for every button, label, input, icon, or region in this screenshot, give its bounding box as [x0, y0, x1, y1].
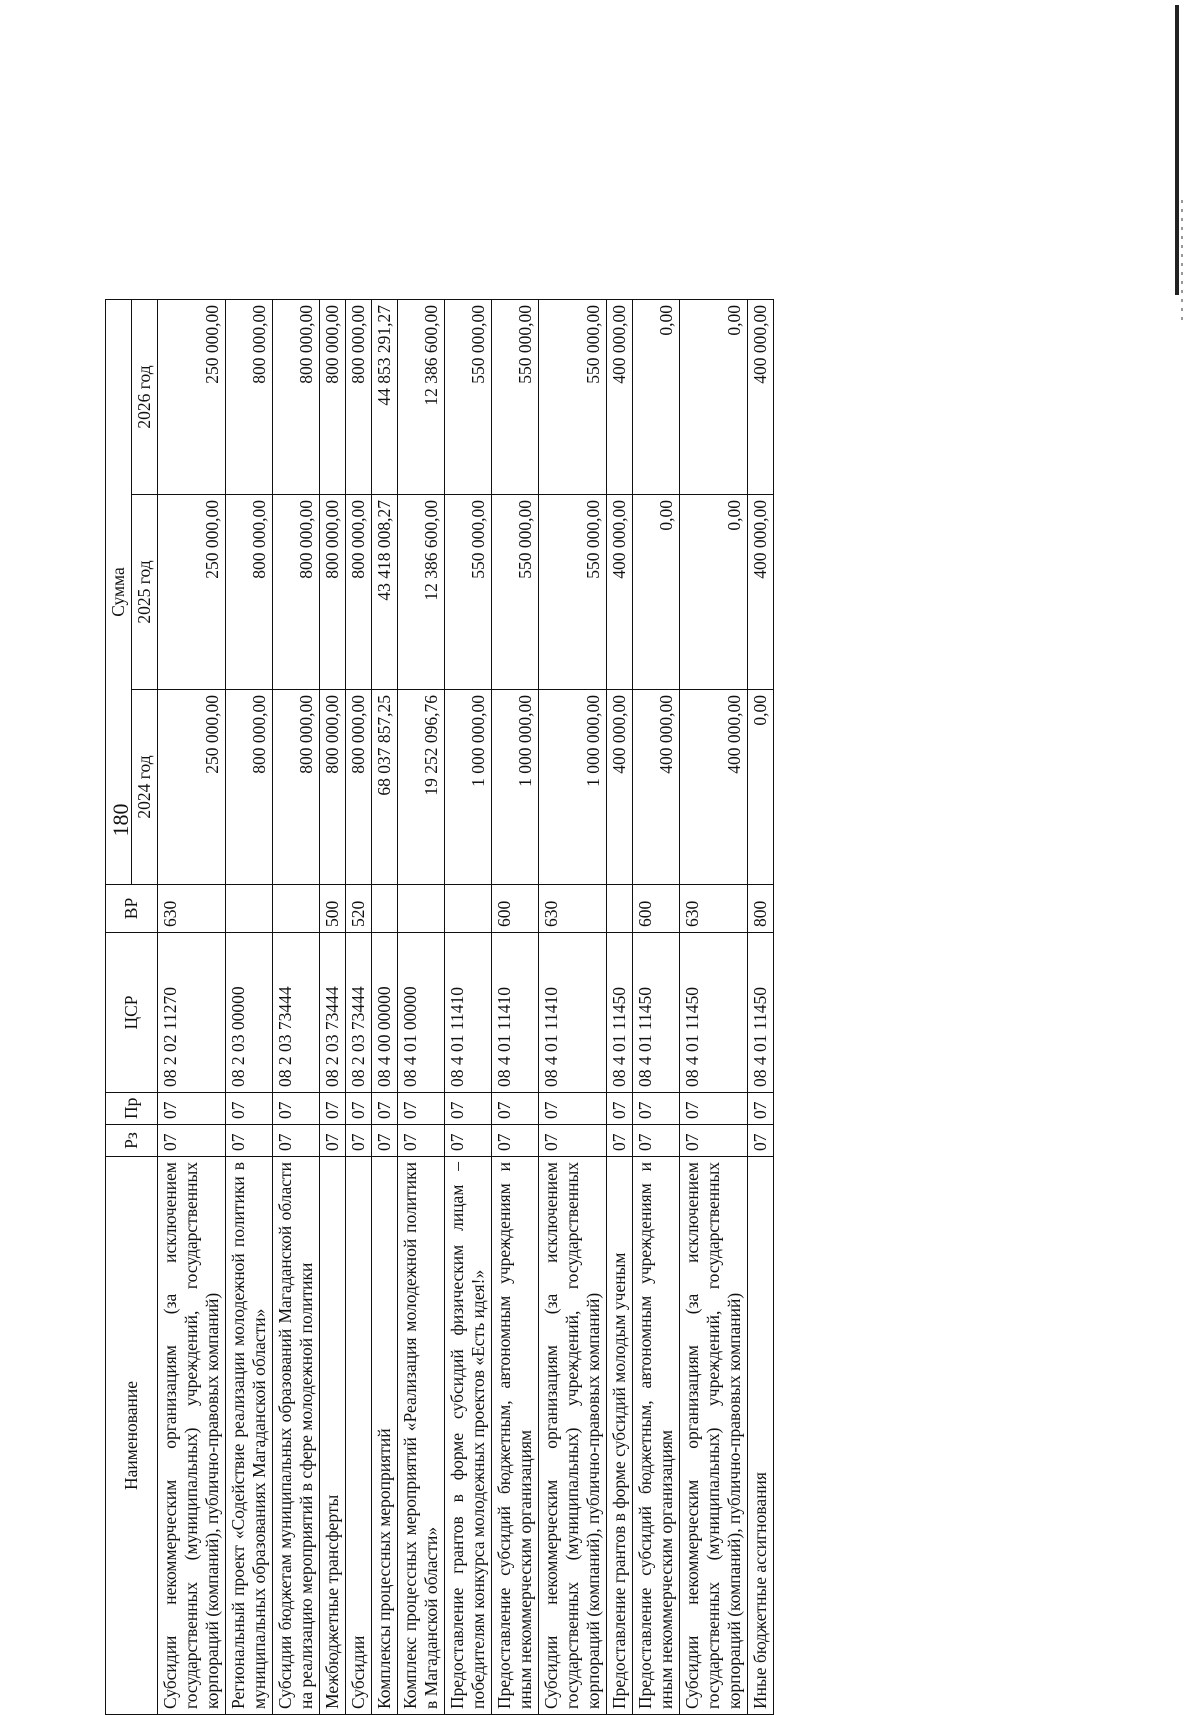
table-row	[226, 300, 273, 1715]
cell-csr: 08 2 03 73444	[273, 933, 320, 1093]
table-row	[158, 300, 226, 1715]
cell-csr: 08 4 00 00000	[372, 933, 398, 1093]
page-edge-mark	[1175, 5, 1179, 295]
cell-2025: 800 000,00	[226, 495, 273, 690]
cell-2024: 68 037 857,25	[372, 690, 398, 885]
header-2025: 2025 год	[132, 495, 158, 690]
cell-csr: 08 4 01 11450	[680, 933, 748, 1093]
cell-2025: 550 000,00	[445, 495, 492, 690]
table-row	[346, 300, 372, 1715]
header-sum: Сумма	[106, 300, 132, 885]
cell-vr: 600	[633, 885, 680, 933]
cell-name: Комплекс процессных мероприятий «Реализация молодежной политики в Магаданской области»	[398, 1157, 445, 1715]
cell-2025: 43 418 008,27	[372, 495, 398, 690]
cell-2026: 550 000,00	[492, 300, 539, 495]
budget-table	[105, 299, 774, 1715]
cell-pr: 07	[492, 1093, 539, 1125]
cell-csr: 08 2 02 11270	[158, 933, 226, 1093]
cell-2024: 400 000,00	[633, 690, 680, 885]
cell-vr: 630	[680, 885, 748, 933]
cell-vr	[607, 885, 633, 933]
cell-2025: 250 000,00	[158, 495, 226, 690]
cell-rz: 07	[158, 1125, 226, 1157]
header-csr: ЦСР	[106, 933, 158, 1093]
cell-rz: 07	[273, 1125, 320, 1157]
cell-2024: 800 000,00	[273, 690, 320, 885]
cell-rz: 07	[346, 1125, 372, 1157]
cell-csr: 08 4 01 11450	[607, 933, 633, 1093]
cell-2026: 550 000,00	[539, 300, 607, 495]
cell-csr: 08 4 01 11450	[748, 933, 774, 1093]
table-row	[445, 300, 492, 1715]
cell-vr: 600	[492, 885, 539, 933]
cell-pr: 07	[398, 1093, 445, 1125]
cell-name: Субсидии бюджетам муниципальных образований Магаданской области на реализацию мероприятий в сфере молодежной политики	[273, 1157, 320, 1715]
cell-rz: 07	[445, 1125, 492, 1157]
cell-2024: 250 000,00	[158, 690, 226, 885]
cell-2026: 800 000,00	[273, 300, 320, 495]
cell-pr: 07	[158, 1093, 226, 1125]
cell-name: Субсидии некоммерческим организациям (за исключением государственных (муниципальных) учреждений, государственных корпораций (компаний), публично-правовых компаний)	[680, 1157, 748, 1715]
cell-vr	[398, 885, 445, 933]
cell-2025: 800 000,00	[320, 495, 346, 690]
cell-2026: 400 000,00	[607, 300, 633, 495]
cell-name: Субсидии	[346, 1157, 372, 1715]
cell-2024: 1 000 000,00	[539, 690, 607, 885]
cell-2025: 400 000,00	[607, 495, 633, 690]
cell-vr	[445, 885, 492, 933]
cell-vr: 800	[748, 885, 774, 933]
cell-rz: 07	[398, 1125, 445, 1157]
header-name: Наименование	[106, 1157, 158, 1715]
cell-pr: 07	[607, 1093, 633, 1125]
cell-2026: 12 386 600,00	[398, 300, 445, 495]
cell-2025: 550 000,00	[492, 495, 539, 690]
cell-2026: 800 000,00	[226, 300, 273, 495]
table-row	[680, 300, 748, 1715]
cell-2024: 800 000,00	[346, 690, 372, 885]
header-pr: Пр	[106, 1093, 158, 1125]
cell-rz: 07	[748, 1125, 774, 1157]
header-rz: Рз	[106, 1125, 158, 1157]
cell-rz: 07	[607, 1125, 633, 1157]
cell-csr: 08 2 03 00000	[226, 933, 273, 1093]
cell-name: Межбюджетные трансферты	[320, 1157, 346, 1715]
cell-2024: 19 252 096,76	[398, 690, 445, 885]
cell-2026: 44 853 291,27	[372, 300, 398, 495]
cell-pr: 07	[539, 1093, 607, 1125]
cell-pr: 07	[372, 1093, 398, 1125]
cell-2025: 12 386 600,00	[398, 495, 445, 690]
cell-2026: 400 000,00	[748, 300, 774, 495]
cell-2024: 1 000 000,00	[445, 690, 492, 885]
cell-vr	[372, 885, 398, 933]
cell-name: Комплексы процессных мероприятий	[372, 1157, 398, 1715]
cell-2025: 800 000,00	[273, 495, 320, 690]
cell-rz: 07	[539, 1125, 607, 1157]
cell-csr: 08 4 01 11410	[539, 933, 607, 1093]
table-row	[748, 300, 774, 1715]
cell-2024: 0,00	[748, 690, 774, 885]
cell-pr: 07	[273, 1093, 320, 1125]
cell-pr: 07	[320, 1093, 346, 1125]
cell-csr: 08 4 01 11410	[445, 933, 492, 1093]
cell-rz: 07	[372, 1125, 398, 1157]
table-row	[398, 300, 445, 1715]
cell-pr: 07	[680, 1093, 748, 1125]
cell-rz: 07	[680, 1125, 748, 1157]
cell-2024: 400 000,00	[607, 690, 633, 885]
cell-2026: 250 000,00	[158, 300, 226, 495]
cell-2025: 550 000,00	[539, 495, 607, 690]
cell-2024: 1 000 000,00	[492, 690, 539, 885]
cell-2026: 800 000,00	[346, 300, 372, 495]
page-number: 180	[108, 803, 133, 837]
table-row	[492, 300, 539, 1715]
cell-rz: 07	[492, 1125, 539, 1157]
cell-csr: 08 4 01 11450	[633, 933, 680, 1093]
cell-2026: 0,00	[633, 300, 680, 495]
cell-csr: 08 4 01 00000	[398, 933, 445, 1093]
table-row	[320, 300, 346, 1715]
cell-2024: 800 000,00	[226, 690, 273, 885]
cell-vr: 500	[320, 885, 346, 933]
page-edge-dots	[1181, 200, 1183, 320]
cell-name: Предоставление грантов в форме субсидий молодым ученым	[607, 1157, 633, 1715]
cell-2024: 800 000,00	[320, 690, 346, 885]
cell-name: Предоставление субсидий бюджетным, автономным учреждениям и иным некоммерческим организациям	[492, 1157, 539, 1715]
cell-vr	[273, 885, 320, 933]
cell-name: Региональный проект «Содействие реализации молодежной политики в муниципальных образованиях Магаданской области»	[226, 1157, 273, 1715]
cell-rz: 07	[226, 1125, 273, 1157]
cell-csr: 08 2 03 73444	[320, 933, 346, 1093]
cell-pr: 07	[346, 1093, 372, 1125]
table-row	[607, 300, 633, 1715]
cell-vr: 520	[346, 885, 372, 933]
budget-table-sheet	[105, 300, 1010, 1715]
header-2024: 2024 год	[132, 690, 158, 885]
cell-name: Субсидии некоммерческим организациям (за исключением государственных (муниципальных) учреждений, государственных корпораций (компаний), публично-правовых компаний)	[539, 1157, 607, 1715]
cell-vr: 630	[158, 885, 226, 933]
cell-csr: 08 4 01 11410	[492, 933, 539, 1093]
cell-2025: 0,00	[633, 495, 680, 690]
cell-2025: 800 000,00	[346, 495, 372, 690]
cell-csr: 08 2 03 73444	[346, 933, 372, 1093]
cell-name: Субсидии некоммерческим организациям (за исключением государственных (муниципальных) учреждений, государственных корпораций (компаний), публично-правовых компаний)	[158, 1157, 226, 1715]
table-row	[273, 300, 320, 1715]
cell-name: Предоставление субсидий бюджетным, автономным учреждениям и иным некоммерческим организациям	[633, 1157, 680, 1715]
cell-2026: 0,00	[680, 300, 748, 495]
cell-name: Предоставление грантов в форме субсидий физическим лицам – победителям конкурса молодежных проектов «Есть идея!»	[445, 1157, 492, 1715]
table-row	[539, 300, 607, 1715]
cell-2025: 0,00	[680, 495, 748, 690]
cell-vr	[226, 885, 273, 933]
cell-pr: 07	[445, 1093, 492, 1125]
header-vr: ВР	[106, 885, 158, 933]
cell-2026: 550 000,00	[445, 300, 492, 495]
cell-2025: 400 000,00	[748, 495, 774, 690]
cell-2026: 800 000,00	[320, 300, 346, 495]
table-header	[106, 300, 158, 1715]
table-row	[372, 300, 398, 1715]
cell-pr: 07	[748, 1093, 774, 1125]
cell-name: Иные бюджетные ассигнования	[748, 1157, 774, 1715]
cell-rz: 07	[633, 1125, 680, 1157]
cell-vr: 630	[539, 885, 607, 933]
table-row	[633, 300, 680, 1715]
header-row-1	[106, 300, 132, 1715]
cell-pr: 07	[633, 1093, 680, 1125]
header-2026: 2026 год	[132, 300, 158, 495]
cell-pr: 07	[226, 1093, 273, 1125]
cell-rz: 07	[320, 1125, 346, 1157]
cell-2024: 400 000,00	[680, 690, 748, 885]
table-body	[158, 300, 774, 1715]
